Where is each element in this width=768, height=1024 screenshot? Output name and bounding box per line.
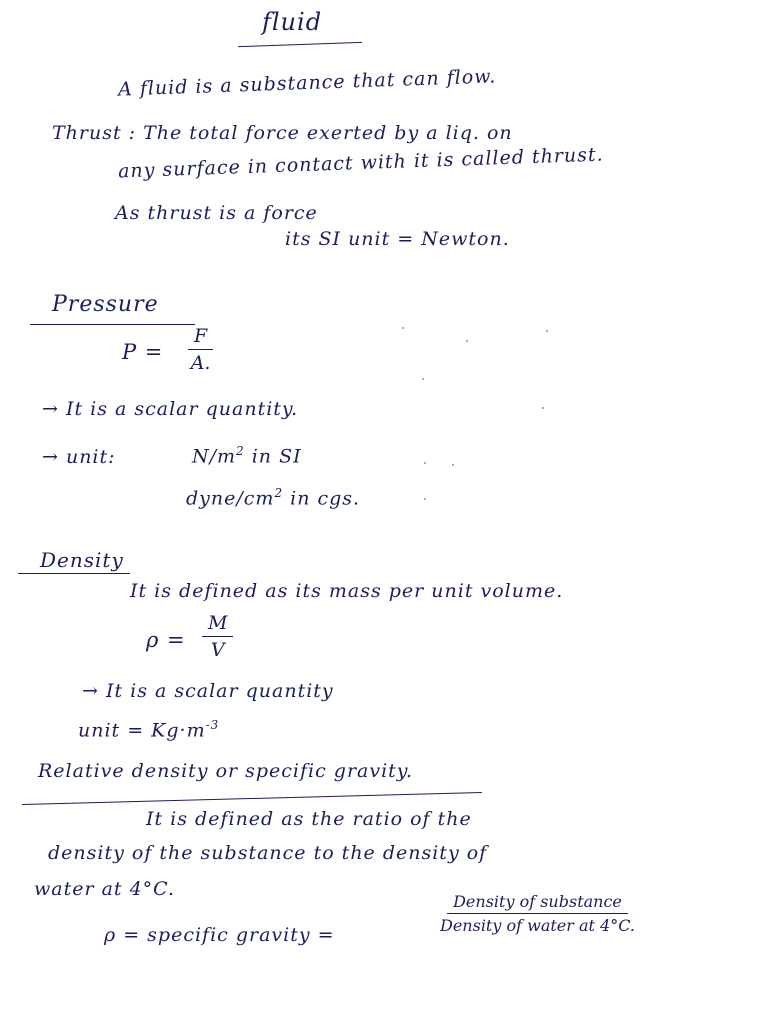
pressure-unit-si-base: N/m <box>192 445 237 468</box>
thrust-si-unit: its SI unit = Newton. <box>285 228 510 250</box>
pressure-formula-lhs: P = <box>122 340 164 364</box>
density-unit <box>78 718 219 741</box>
relative-density-line1: It is defined as the ratio of the <box>146 808 472 830</box>
relative-density-heading: Relative density or specific gravity. <box>38 760 414 782</box>
pressure-unit-cgs-base: dyne/cm <box>186 487 275 510</box>
title-underline <box>238 42 362 47</box>
density-formula-fraction <box>202 612 233 661</box>
specific-gravity-denominator: Density of water at 4°C. <box>440 916 635 935</box>
page-title: fluid <box>262 8 323 36</box>
relative-density-line3: water at 4°C. <box>34 878 176 900</box>
pressure-numerator: F <box>188 325 213 350</box>
scan-speck <box>424 498 426 500</box>
scan-speck <box>402 327 404 329</box>
density-numerator: M <box>202 612 233 637</box>
pressure-scalar-note: → It is a scalar quantity. <box>42 398 299 420</box>
scan-speck <box>422 378 424 380</box>
density-heading: Density <box>40 548 124 572</box>
scan-speck <box>424 462 426 464</box>
density-formula-lhs: ρ = <box>146 628 186 652</box>
scan-speck <box>542 407 544 409</box>
density-unit-exp: -3 <box>205 718 220 732</box>
pressure-denominator: A. <box>190 352 211 374</box>
density-unit-base: unit = Kg·m <box>78 719 206 742</box>
thrust-force-note: As thrust is a force <box>115 202 318 224</box>
pressure-unit-si-exp: 2 <box>236 444 245 458</box>
density-denominator: V <box>210 639 225 661</box>
pressure-unit-si <box>192 444 302 467</box>
fluid-definition: A fluid is a substance that can flow. <box>117 65 497 101</box>
density-definition: It is defined as its mass per unit volume. <box>130 580 564 602</box>
scan-speck <box>546 330 548 332</box>
scan-speck <box>452 464 454 466</box>
relative-density-line2: density of the substance to the density of <box>48 842 488 864</box>
pressure-unit-cgs-exp: 2 <box>274 486 284 500</box>
pressure-heading: Pressure <box>52 292 159 317</box>
pressure-formula-fraction <box>188 325 213 374</box>
scan-speck <box>466 340 468 342</box>
relative-density-underline <box>22 792 482 805</box>
pressure-unit-si-system: in SI <box>251 445 302 468</box>
density-scalar-note: → It is a scalar quantity <box>82 680 334 702</box>
density-underline <box>18 573 130 574</box>
pressure-underline <box>30 324 195 325</box>
pressure-unit-label: → unit: <box>42 446 116 468</box>
pressure-unit-cgs-system: in cgs. <box>290 487 361 510</box>
pressure-unit-cgs <box>186 486 360 509</box>
thrust-definition-line2: any surface in contact with it is called thrust. <box>117 143 604 183</box>
specific-gravity-lhs: ρ = specific gravity = <box>104 924 335 946</box>
specific-gravity-fraction <box>440 892 635 935</box>
specific-gravity-numerator: Density of substance <box>447 892 628 914</box>
thrust-definition-line1: Thrust : The total force exerted by a liq. on <box>52 122 513 144</box>
